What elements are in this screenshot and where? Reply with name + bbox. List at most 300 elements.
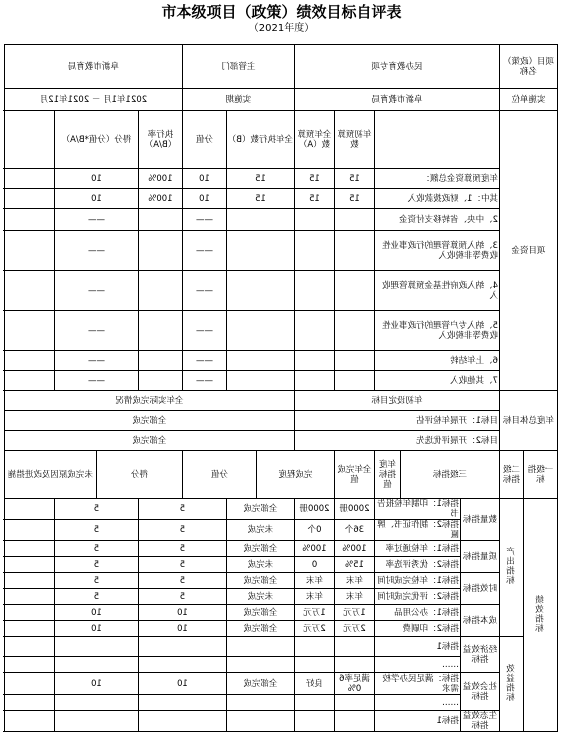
- level2-label-text: 经济效益指标: [462, 644, 497, 665]
- planned-goal-text: 目标1：开展年检评估: [416, 415, 498, 426]
- funds-cell: [294, 311, 334, 351]
- target-value-text: 满足率60%: [339, 673, 370, 694]
- funds-cell: [54, 271, 138, 311]
- planned-goal: [294, 411, 499, 431]
- level2-label: [460, 573, 499, 605]
- actual-value: [294, 499, 334, 520]
- funds-cell: [138, 209, 182, 231]
- target-value: [334, 673, 374, 695]
- actual-value: [294, 695, 334, 711]
- funds-cell-text: ——: [87, 355, 105, 366]
- table-cell: [4, 520, 54, 541]
- got-score: [54, 520, 138, 541]
- table-cell: [4, 271, 54, 311]
- table-cell: [4, 589, 54, 605]
- table-cell: [4, 637, 54, 657]
- level3-indicator-text: ……: [441, 659, 459, 670]
- period-value-text: 2021年1月 － 2021年12月: [39, 94, 148, 105]
- funds-cell-text: 10: [91, 193, 102, 204]
- funds-cell-text: ——: [195, 285, 213, 296]
- completion-degree-text: 全部完成: [243, 623, 278, 634]
- completion-degree: [226, 657, 294, 673]
- got-score: [54, 557, 138, 573]
- funds-cell-text: 10: [199, 193, 210, 204]
- funds-cell: [182, 169, 226, 189]
- level3-indicator-text: 指标2：制作证书、牌匾: [377, 520, 459, 540]
- funds-header: [294, 111, 334, 169]
- actual-value-text: 年末: [305, 591, 323, 602]
- actual-value: [294, 541, 334, 557]
- perf-header-text: 三级指标: [432, 469, 467, 480]
- self-evaluation-form: [5, 44, 558, 734]
- project-name-value-text: 民办教育专项: [371, 61, 423, 72]
- funds-cell: [138, 351, 182, 371]
- funds-cell: [334, 311, 374, 351]
- funds-cell: [334, 189, 374, 209]
- target-value: [334, 605, 374, 621]
- level3-indicator-text: 指标1：办公用品: [394, 607, 459, 618]
- table-cell: [4, 111, 54, 169]
- funds-cell: [182, 271, 226, 311]
- level3-indicator: [374, 657, 460, 673]
- level3-indicator-text: 指标2：印刷费: [402, 623, 459, 634]
- completion-degree: [226, 589, 294, 605]
- perf-header-text: 得分: [130, 469, 148, 480]
- project-name-label-text: 项目（政策）名称: [502, 56, 554, 77]
- target-value: [334, 499, 374, 520]
- score-value: [138, 520, 226, 541]
- score-value-text: 10: [177, 678, 188, 689]
- got-score-text: 10: [91, 607, 102, 618]
- level2-label-text: 成本指标: [462, 615, 497, 626]
- table-cell: [4, 621, 54, 637]
- funds-cell: [334, 169, 374, 189]
- score-value-text: 5: [179, 591, 186, 602]
- completion-degree-text: 全部完成: [243, 575, 278, 586]
- table-cell: [4, 169, 54, 189]
- funds-row-label: [374, 271, 499, 311]
- actual-value: [294, 711, 334, 732]
- got-score: [54, 711, 138, 732]
- actual-completion-text: 全部完成: [132, 415, 167, 426]
- level3-indicator-text: 指标1: [436, 716, 459, 726]
- evaluation-table: [4, 44, 558, 732]
- table-row: [4, 169, 557, 189]
- level2-label-text: 时效指标: [462, 583, 497, 594]
- completion-degree: [226, 573, 294, 589]
- funds-header-text: 全年预算数（A）: [297, 129, 332, 150]
- funds-header: [334, 111, 374, 169]
- funds-row-label-text: 4、纳入政府性基金预算管理收入: [382, 280, 498, 301]
- planned-goal-text: 目标2：开展评优选先: [416, 435, 498, 446]
- table-cell: [4, 371, 54, 391]
- target-value: [334, 520, 374, 541]
- funds-cell-text: 15: [309, 173, 320, 184]
- funds-cell-text: 10: [91, 173, 102, 184]
- completion-degree: [226, 621, 294, 637]
- page-title: 市本级项目（政策）绩效目标自评表: [161, 3, 402, 21]
- table-cell: [4, 499, 54, 520]
- got-score: [54, 673, 138, 695]
- target-value-text: 36个: [344, 525, 365, 535]
- perf-header: [374, 451, 400, 499]
- output-indicator-label-text: 产出指标: [506, 547, 517, 585]
- target-value-text: 年末: [345, 575, 363, 586]
- table-cell: [4, 657, 54, 673]
- funds-cell: [182, 311, 226, 351]
- perf-header-text: 分值: [210, 469, 228, 480]
- got-score-text: 10: [91, 623, 102, 634]
- target-value: [334, 657, 374, 673]
- level2-label-text: 质量指标: [462, 551, 497, 562]
- funds-cell: [226, 209, 294, 231]
- score-value: [138, 605, 226, 621]
- funds-header: [138, 111, 182, 169]
- target-value: [334, 541, 374, 557]
- level3-indicator: [374, 711, 460, 732]
- score-value-text: 10: [177, 623, 188, 634]
- funds-header-text: 年初预算数: [337, 129, 372, 150]
- level3-indicator: [374, 673, 460, 695]
- completion-degree: [226, 637, 294, 657]
- score-value-text: 5: [179, 504, 186, 514]
- got-score: [54, 695, 138, 711]
- funds-cell-text: 100%: [148, 173, 173, 184]
- table-cell: [374, 111, 499, 169]
- level2-label: [460, 673, 499, 711]
- funds-header: [226, 111, 294, 169]
- level2-label: [460, 605, 499, 637]
- level3-indicator: [374, 541, 460, 557]
- table-row: [4, 189, 557, 209]
- got-score-text: 5: [93, 525, 100, 535]
- level3-indicator-text: ……: [441, 697, 459, 708]
- perf-header: [96, 451, 182, 499]
- table-row: [4, 111, 557, 169]
- funds-cell: [138, 231, 182, 271]
- score-value-text: 5: [179, 559, 186, 570]
- level3-indicator: [374, 520, 460, 541]
- table-cell: [4, 557, 54, 573]
- benefit-indicator-label: [499, 637, 523, 732]
- table-cell: [4, 189, 54, 209]
- table-cell: [4, 605, 54, 621]
- funds-header: [182, 111, 226, 169]
- got-score: [54, 541, 138, 557]
- completion-degree: [226, 605, 294, 621]
- table-row: [4, 541, 557, 557]
- funds-cell: [138, 169, 182, 189]
- funds-cell: [334, 271, 374, 311]
- target-value-text: 1万元: [343, 607, 366, 618]
- level3-indicator: [374, 573, 460, 589]
- completion-degree-text: 全部完成: [243, 678, 278, 689]
- department-label-text: 主管部门: [221, 61, 256, 72]
- table-row: [4, 371, 557, 391]
- score-value: [138, 637, 226, 657]
- funds-cell-text: 15: [309, 193, 320, 204]
- level3-indicator: [374, 637, 460, 657]
- perf-header: [182, 451, 256, 499]
- table-row: [4, 711, 557, 732]
- funds-row-label-text: 3、纳入预算管理的行政事业性收费等非税收入: [382, 240, 498, 261]
- perf-header-text: 未完成原因及改进措施: [7, 469, 93, 480]
- level3-indicator-text: 指标2：优秀评选率: [385, 559, 459, 570]
- target-value: [334, 695, 374, 711]
- funds-row-label-text: 年度预算资金总额：: [421, 173, 498, 184]
- level2-label: [460, 541, 499, 573]
- planned-goal: [294, 431, 499, 451]
- perf-header-text: 一级指标: [527, 464, 554, 485]
- funds-cell-text: ——: [195, 375, 213, 386]
- funds-cell: [294, 189, 334, 209]
- table-row: [4, 411, 557, 431]
- department-label: [182, 45, 294, 89]
- got-score: [54, 589, 138, 605]
- got-score: [54, 637, 138, 657]
- funds-cell: [226, 271, 294, 311]
- funds-row-label: [374, 209, 499, 231]
- actual-value-text: 2000册: [299, 504, 330, 514]
- perf-header-text: 全年完成值: [337, 464, 372, 485]
- actual-value: [294, 673, 334, 695]
- funds-cell: [182, 351, 226, 371]
- actual-value: [294, 605, 334, 621]
- target-value-text: 2000册: [339, 504, 370, 514]
- target-value: [334, 637, 374, 657]
- funds-header: [54, 111, 138, 169]
- funds-cell-text: ——: [195, 355, 213, 366]
- perf-level1-label: [524, 499, 558, 732]
- completion-degree: [226, 557, 294, 573]
- table-row: [4, 271, 557, 311]
- funds-cell: [182, 371, 226, 391]
- level3-indicator: [374, 589, 460, 605]
- actual-value: [294, 657, 334, 673]
- level2-label: [460, 711, 499, 732]
- actual-value-text: 1万元: [303, 607, 326, 618]
- funds-cell-text: ——: [87, 285, 105, 296]
- table-row: [4, 45, 557, 89]
- funds-header-text: 得分（分值*B/A）: [61, 134, 132, 145]
- level2-label: [460, 637, 499, 673]
- actual-value: [294, 589, 334, 605]
- got-score: [54, 621, 138, 637]
- actual-value: [294, 637, 334, 657]
- target-value: [334, 711, 374, 732]
- got-score-text: 5: [93, 591, 100, 602]
- period-label-text: 实施期: [225, 94, 252, 105]
- funds-cell: [138, 311, 182, 351]
- score-value: [138, 673, 226, 695]
- target-value: [334, 573, 374, 589]
- funds-row-label-text: 2、中央、省转移支付资金: [399, 214, 498, 225]
- table-cell: [4, 573, 54, 589]
- target-value-text: 100%: [342, 543, 367, 554]
- funds-cell: [294, 209, 334, 231]
- score-value: [138, 657, 226, 673]
- completion-degree-text: 未完成: [247, 525, 274, 535]
- funds-header-text: 执行率（B/A）: [144, 129, 177, 150]
- funds-cell: [54, 371, 138, 391]
- table-cell: [4, 673, 54, 695]
- funds-cell: [294, 169, 334, 189]
- perf-level1-label-text: 绩效指标: [535, 594, 546, 633]
- funds-cell: [226, 231, 294, 271]
- funds-cell-text: 15: [349, 193, 360, 204]
- actual-completion: [4, 431, 294, 451]
- table-row: [4, 431, 557, 451]
- actual-completion-header: [4, 391, 294, 411]
- completion-degree-text: 全部完成: [243, 607, 278, 618]
- completion-degree-text: 未完成: [247, 559, 274, 570]
- funds-cell-text: 15: [255, 193, 266, 204]
- funds-cell: [294, 231, 334, 271]
- funds-cell-text: 10: [199, 173, 210, 184]
- funds-row-label: [374, 371, 499, 391]
- funds-cell-text: ——: [87, 245, 105, 256]
- funds-cell: [226, 311, 294, 351]
- level2-label-text: 社会效益指标: [462, 681, 497, 702]
- level3-indicator: [374, 605, 460, 621]
- got-score-text: 5: [93, 575, 100, 586]
- funds-row-label-text: 其中：1、财政拨款收入: [407, 193, 498, 204]
- target-value: [334, 621, 374, 637]
- funds-cell-text: ——: [195, 214, 213, 225]
- got-score: [54, 573, 138, 589]
- score-value-text: 5: [179, 543, 186, 554]
- page-subtitle: （2021年度）: [248, 23, 315, 34]
- actual-value-text: 2万元: [303, 623, 326, 634]
- completion-degree: [226, 499, 294, 520]
- completion-degree-text: 全部完成: [243, 504, 278, 514]
- score-value: [138, 557, 226, 573]
- funds-row-label-text: 5、纳入专户管理的行政事业性收费等非税收入: [382, 320, 498, 341]
- funds-row-label: [374, 231, 499, 271]
- funds-cell: [334, 371, 374, 391]
- period-label: [182, 89, 294, 111]
- level2-label-text: 生态效益指标: [462, 711, 497, 731]
- funds-row-label: [374, 189, 499, 209]
- got-score-text: 5: [93, 559, 100, 570]
- output-indicator-label: [499, 499, 523, 637]
- funds-cell: [138, 189, 182, 209]
- table-cell: [4, 351, 54, 371]
- funds-header-text: 全年执行数（B）: [227, 134, 293, 145]
- planned-goals-header: [294, 391, 499, 411]
- level3-indicator: [374, 621, 460, 637]
- score-value: [138, 695, 226, 711]
- funds-cell: [54, 311, 138, 351]
- completion-degree: [226, 520, 294, 541]
- score-value: [138, 499, 226, 520]
- score-value: [138, 711, 226, 732]
- funds-cell: [226, 351, 294, 371]
- score-value: [138, 621, 226, 637]
- implementing-unit-value-text: 阜新市教育局: [371, 94, 423, 105]
- funds-row-label: [374, 351, 499, 371]
- table-cell: [4, 209, 54, 231]
- implementing-unit-value: [294, 89, 499, 111]
- got-score-text: 10: [91, 678, 102, 689]
- target-value: [334, 557, 374, 573]
- level3-indicator: [374, 499, 460, 520]
- perf-header: [334, 451, 374, 499]
- implementing-unit-label-text: 实施单位: [511, 94, 546, 105]
- funds-cell: [138, 271, 182, 311]
- project-name-value: [294, 45, 499, 89]
- funds-cell: [54, 351, 138, 371]
- funds-cell-text: ——: [87, 325, 105, 336]
- perf-header: [400, 451, 499, 499]
- completion-degree-text: 未完成: [247, 591, 274, 602]
- actual-value: [294, 573, 334, 589]
- table-row: [4, 311, 557, 351]
- got-score: [54, 499, 138, 520]
- funds-cell-text: ——: [195, 325, 213, 336]
- table-row: [4, 351, 557, 371]
- actual-value-text: 良好: [305, 678, 323, 689]
- funds-row-label-text: 6、上年结转: [450, 355, 498, 366]
- funds-cell: [294, 351, 334, 371]
- funds-cell: [294, 371, 334, 391]
- actual-value-text: 100%: [302, 543, 327, 554]
- table-cell: [4, 231, 54, 271]
- funds-cell-text: 15: [255, 173, 266, 184]
- funds-cell: [226, 189, 294, 209]
- table-row: [4, 209, 557, 231]
- target-value-text: 年末: [345, 591, 363, 602]
- level3-indicator-text: 指标1: [436, 641, 459, 652]
- table-cell: [4, 311, 54, 351]
- table-cell: [4, 541, 54, 557]
- completion-degree: [226, 695, 294, 711]
- table-cell: [4, 711, 54, 732]
- actual-value-text: 年末: [305, 575, 323, 586]
- funds-cell: [54, 169, 138, 189]
- table-row: [4, 637, 557, 657]
- funds-cell: [182, 189, 226, 209]
- table-row: [4, 499, 557, 520]
- level3-indicator-text: 指标2：评优完成时间: [377, 591, 459, 602]
- funds-cell: [54, 189, 138, 209]
- score-value-text: 5: [179, 575, 186, 586]
- funds-section-label-text: 项目资金: [511, 245, 546, 256]
- department-value: [4, 45, 182, 89]
- perf-header-text: 完成程度: [278, 469, 313, 480]
- completion-degree: [226, 673, 294, 695]
- annual-goals-label-text: 年度总体目标: [502, 415, 554, 426]
- funds-section-label: [499, 111, 557, 391]
- funds-cell: [226, 169, 294, 189]
- funds-row-label: [374, 169, 499, 189]
- table-cell: [4, 695, 54, 711]
- actual-value-text: 0个: [307, 525, 322, 535]
- department-value-text: 阜新市教育局: [67, 61, 119, 72]
- funds-cell: [182, 209, 226, 231]
- score-value: [138, 541, 226, 557]
- actual-value: [294, 557, 334, 573]
- funds-cell: [334, 209, 374, 231]
- score-value: [138, 589, 226, 605]
- funds-cell: [182, 231, 226, 271]
- funds-cell-text: 15: [349, 173, 360, 184]
- target-value: [334, 589, 374, 605]
- annual-goals-label: [499, 391, 557, 451]
- funds-cell-text: ——: [87, 214, 105, 225]
- got-score-text: 5: [93, 543, 100, 554]
- score-value: [138, 573, 226, 589]
